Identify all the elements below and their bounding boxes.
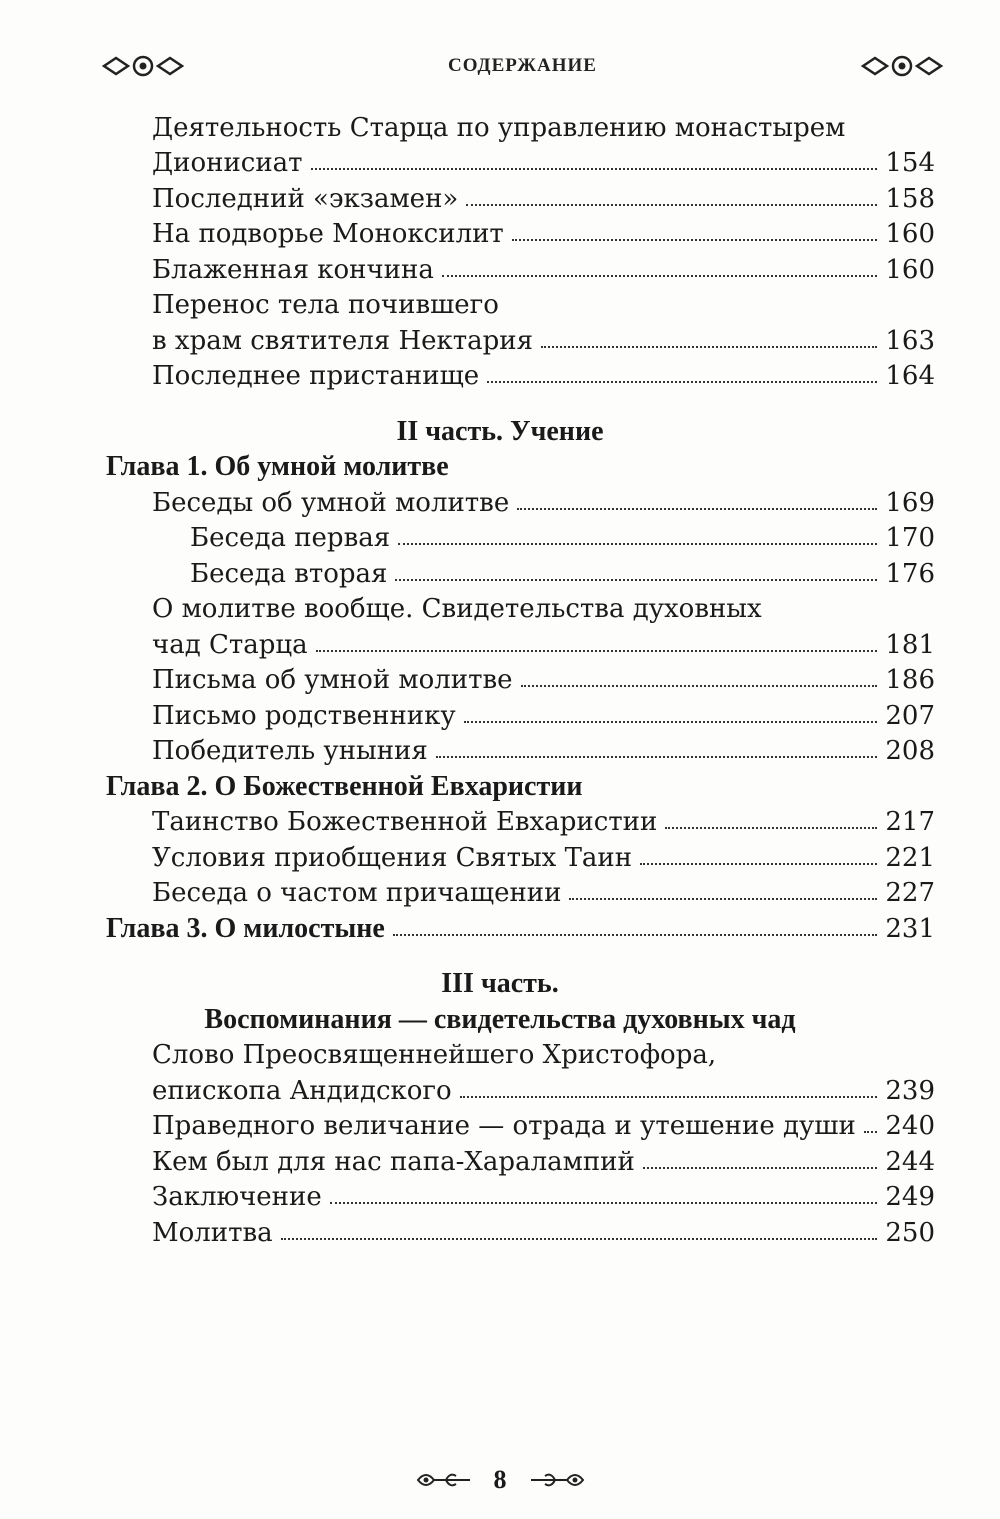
toc-entry[interactable] bbox=[0, 554, 935, 590]
toc-entry[interactable] bbox=[0, 1213, 935, 1249]
chapter-title: Глава 3. О милостыне bbox=[106, 912, 385, 944]
dot-leader bbox=[665, 827, 877, 829]
dot-leader bbox=[541, 346, 877, 348]
page-title: СОДЕРЖАНИЕ bbox=[448, 55, 597, 76]
dot-leader bbox=[640, 863, 877, 865]
toc-entry-title: Письма об умной молитве bbox=[152, 665, 513, 695]
part-heading bbox=[0, 412, 1000, 448]
toc-entry[interactable] bbox=[0, 590, 935, 626]
dot-leader bbox=[460, 1096, 878, 1098]
dot-leader bbox=[311, 168, 878, 170]
toc-entry-page: 181 bbox=[885, 629, 935, 660]
toc-entry[interactable] bbox=[0, 286, 935, 322]
part-heading bbox=[0, 965, 1000, 1001]
toc-entry-page: 160 bbox=[885, 219, 935, 249]
toc-entry[interactable] bbox=[0, 874, 935, 910]
dot-leader bbox=[517, 508, 877, 510]
diamond-circle-ornament-icon bbox=[859, 53, 945, 79]
toc-entry[interactable] bbox=[0, 625, 935, 661]
dot-leader bbox=[395, 579, 877, 581]
chapter-heading[interactable] bbox=[0, 448, 935, 484]
toc-entry-page: 160 bbox=[885, 254, 935, 285]
toc-entry-page: 221 bbox=[885, 842, 935, 873]
dot-leader bbox=[442, 275, 878, 277]
toc-entry-title: Деятельность Старца по управлению монастырем bbox=[152, 112, 846, 143]
toc-entry-page: 164 bbox=[885, 361, 935, 391]
dot-leader bbox=[521, 685, 878, 687]
toc-entry-title: в храм святителя Нектария bbox=[152, 325, 534, 356]
toc-entry[interactable] bbox=[0, 357, 935, 393]
floral-flourish-icon bbox=[416, 1468, 472, 1492]
toc-entry-title: Праведного величание — отрада и утешение души bbox=[152, 1111, 856, 1141]
toc-entry-title: Беседа вторая bbox=[190, 558, 388, 589]
toc-entry[interactable] bbox=[0, 803, 935, 839]
toc-entry[interactable] bbox=[0, 215, 935, 251]
dot-leader bbox=[464, 721, 878, 723]
dot-leader bbox=[569, 898, 877, 900]
toc-entry-title: Беседа первая bbox=[190, 523, 391, 553]
toc-entry-title: О молитве вообще. Свидетельства духовных bbox=[152, 594, 762, 624]
toc-entry-title: Молитва bbox=[152, 1217, 273, 1248]
toc-entry-page: 176 bbox=[885, 558, 935, 589]
dot-leader bbox=[316, 650, 878, 652]
page-footer bbox=[0, 1460, 1000, 1500]
toc-entry[interactable] bbox=[0, 1142, 935, 1178]
chapter-heading[interactable] bbox=[0, 767, 935, 803]
part-subheading bbox=[0, 1000, 1000, 1036]
toc-entry-page: 244 bbox=[885, 1146, 935, 1177]
toc-entry-page: 208 bbox=[885, 736, 935, 766]
chapter-title: Глава 1. Об умной молитве bbox=[106, 451, 449, 482]
toc-entry[interactable] bbox=[0, 1036, 935, 1072]
toc-entry[interactable] bbox=[0, 1107, 935, 1143]
table-of-contents bbox=[0, 108, 1000, 1249]
chapter-heading[interactable] bbox=[0, 909, 935, 945]
toc-entry[interactable] bbox=[0, 250, 935, 286]
page-header bbox=[100, 48, 945, 84]
toc-entry-page: 163 bbox=[885, 325, 935, 356]
dot-leader bbox=[487, 381, 877, 383]
dot-leader bbox=[393, 934, 878, 936]
toc-entry-page: 207 bbox=[885, 700, 935, 731]
toc-entry-title: Перенос тела почившего bbox=[152, 290, 499, 320]
toc-entry-title: Слово Преосвященнейшего Христофора, bbox=[152, 1040, 717, 1070]
dot-leader bbox=[643, 1167, 878, 1169]
dot-leader bbox=[466, 204, 877, 206]
toc-entry-page: 217 bbox=[885, 807, 935, 837]
dot-leader bbox=[281, 1238, 878, 1240]
toc-entry-title: Таинство Божественной Евхаристии bbox=[152, 807, 658, 837]
page-number: 8 bbox=[493, 1465, 507, 1494]
toc-entry-title: На подворье Моноксилит bbox=[152, 219, 504, 249]
toc-entry-page: 158 bbox=[885, 183, 935, 214]
toc-entry[interactable] bbox=[0, 483, 935, 519]
diamond-circle-ornament-icon bbox=[100, 53, 186, 79]
dot-leader bbox=[436, 756, 878, 758]
part-heading-text: II часть. Учение bbox=[396, 415, 604, 447]
toc-entry-title: чад Старца bbox=[152, 629, 308, 660]
toc-entry-title: Победитель уныния bbox=[152, 736, 428, 766]
toc-entry-title: Дионисиат bbox=[152, 148, 303, 178]
toc-entry-title: Последнее пристанище bbox=[152, 361, 480, 391]
toc-entry-title: Блаженная кончина bbox=[152, 254, 434, 285]
toc-entry-page: 186 bbox=[885, 665, 935, 695]
chapter-title: Глава 2. О Божественной Евхаристии bbox=[106, 770, 583, 802]
toc-entry-title: Кем был для нас папа-Харалампий bbox=[152, 1146, 635, 1177]
toc-entry[interactable] bbox=[0, 1071, 935, 1107]
toc-entry-title: Беседа о частом причащении bbox=[152, 878, 562, 908]
toc-entry[interactable] bbox=[0, 108, 935, 144]
toc-entry-page: 154 bbox=[885, 148, 935, 178]
dot-leader bbox=[330, 1202, 878, 1204]
toc-entry[interactable] bbox=[0, 838, 935, 874]
toc-entry[interactable] bbox=[0, 696, 935, 732]
part-heading-text: III часть. bbox=[441, 968, 559, 999]
toc-entry[interactable] bbox=[0, 1178, 935, 1214]
toc-entry-page: 249 bbox=[885, 1182, 935, 1212]
dot-leader bbox=[398, 543, 877, 545]
chapter-page: 231 bbox=[885, 913, 935, 944]
dot-leader bbox=[512, 239, 878, 241]
toc-entry-title: епископа Андидского bbox=[152, 1075, 452, 1106]
part-subheading-text: Воспоминания — свидетельства духовных чад bbox=[204, 1003, 796, 1035]
toc-entry-title: Условия приобщения Святых Таин bbox=[152, 842, 633, 873]
toc-entry[interactable] bbox=[0, 179, 935, 215]
toc-entry-page: 170 bbox=[885, 523, 935, 553]
toc-entry[interactable] bbox=[0, 144, 935, 180]
toc-entry-title: Письмо родственнику bbox=[152, 700, 456, 731]
toc-entry[interactable] bbox=[0, 661, 935, 697]
toc-entry-page: 169 bbox=[885, 487, 935, 518]
toc-entry[interactable] bbox=[0, 732, 935, 768]
toc-entry-page: 239 bbox=[885, 1075, 935, 1106]
toc-entry-page: 240 bbox=[885, 1111, 935, 1141]
floral-flourish-icon bbox=[529, 1468, 585, 1492]
toc-entry-title: Беседы об умной молитве bbox=[152, 487, 510, 518]
toc-entry-title: Последний «экзамен» bbox=[152, 183, 459, 214]
toc-entry[interactable] bbox=[0, 321, 935, 357]
toc-entry-title: Заключение bbox=[152, 1182, 322, 1212]
toc-entry-page: 250 bbox=[885, 1217, 935, 1248]
toc-entry[interactable] bbox=[0, 519, 935, 555]
toc-entry-page: 227 bbox=[885, 878, 935, 908]
dot-leader bbox=[864, 1131, 878, 1133]
